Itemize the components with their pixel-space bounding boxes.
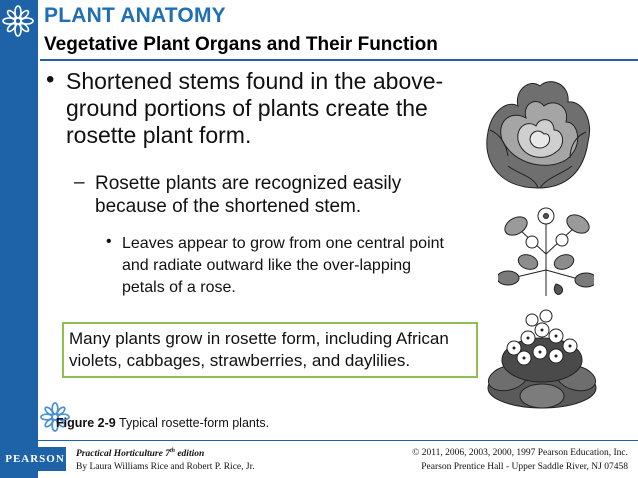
callout-box: Many plants grow in rosette form, including African violets, cabbages, strawberries, and daylilies.: [62, 322, 478, 378]
book-edition-sup: th: [169, 448, 175, 454]
strawberry-illustration: [498, 200, 594, 300]
publisher-info: Pearson Prentice Hall - Upper Saddle River, NJ 07458: [421, 462, 628, 472]
bullet-level2: Rosette plants are recognized easily because of the shortened stem.: [95, 173, 402, 217]
bullet-marker-level1: •: [46, 66, 55, 93]
copyright-notice: © 2011, 2006, 2003, 2000, 1997 Pearson Education, Inc.: [412, 448, 628, 458]
left-accent-bar: [0, 0, 38, 478]
bullet-level3: Leaves appear to grow from one central point and radiate outward like the over-lapping petals of a rose.: [122, 235, 444, 296]
pearson-logo: PEARSON: [4, 447, 66, 471]
bullet-marker-level2: –: [74, 172, 85, 193]
cabbage-illustration: [478, 70, 598, 195]
figure-caption-text: Typical rosette-form plants.: [119, 416, 270, 430]
african-violet-illustration: [484, 308, 600, 412]
snowflake-icon: [2, 5, 34, 37]
header-divider: [40, 59, 638, 61]
bullet-level1: Shortened stems found in the above-ground portions of plants create the rosette plant form.: [66, 68, 444, 148]
footer-divider: [0, 440, 638, 441]
bullet-marker-level3: •: [106, 233, 112, 250]
book-title-text: Practical Horticulture 7: [76, 449, 170, 460]
book-authors: By Laura Williams Rice and Robert P. Rice, Jr.: [76, 462, 255, 472]
figure-label: Figure 2-9: [56, 416, 116, 430]
book-edition-suffix: edition: [174, 449, 205, 460]
slide-title: PLANT ANATOMY: [44, 4, 226, 27]
book-title: [76, 448, 204, 459]
figure-caption: [56, 416, 269, 430]
slide-subtitle: Vegetative Plant Organs and Their Function: [44, 34, 438, 55]
